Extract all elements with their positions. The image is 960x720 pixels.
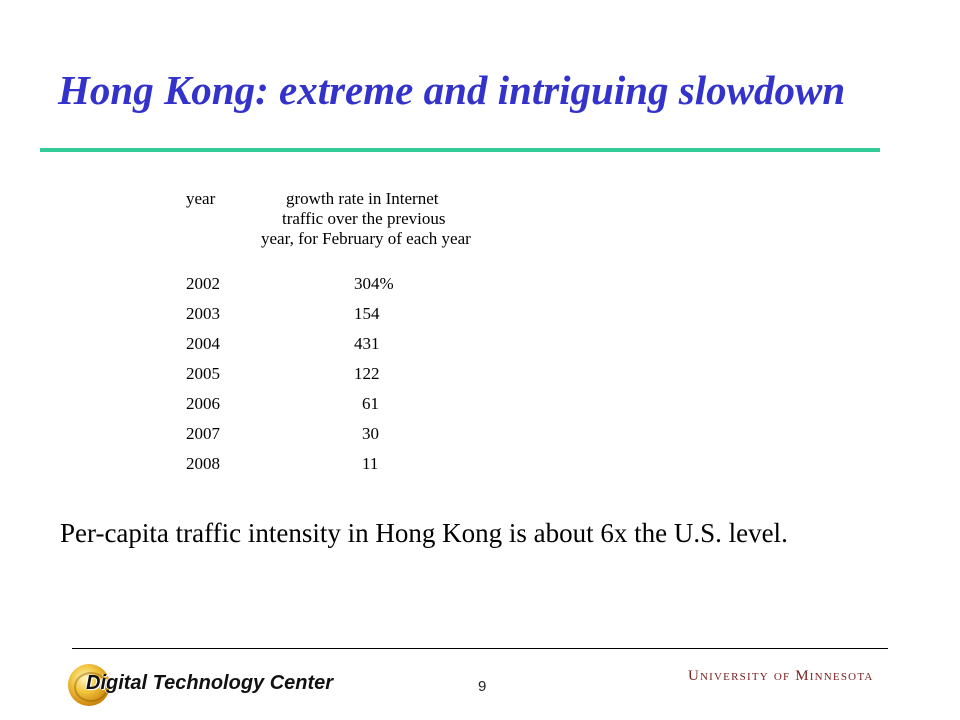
university-logo: University of Minnesota <box>688 668 874 684</box>
footer-divider <box>72 648 888 649</box>
row-year: 2003 <box>186 304 220 323</box>
row-value: 30 <box>362 424 379 443</box>
year-column-header: year <box>186 189 216 208</box>
dtc-logo <box>68 662 334 708</box>
growth-header-line-1: growth rate in Internet <box>286 189 439 208</box>
row-year: 2007 <box>186 424 220 443</box>
row-year: 2008 <box>186 454 220 473</box>
row-value: 431 <box>354 334 380 353</box>
row-year: 2005 <box>186 364 220 383</box>
growth-header-line-3: year, for February of each year <box>261 229 471 248</box>
row-year: 2004 <box>186 334 220 353</box>
row-value: 304% <box>354 274 394 293</box>
row-value: 61 <box>362 394 379 413</box>
row-value: 154 <box>354 304 380 323</box>
title-underline <box>40 148 880 152</box>
row-year: 2006 <box>186 394 220 413</box>
page-number: 9 <box>478 678 487 695</box>
row-year: 2002 <box>186 274 220 293</box>
row-value: 11 <box>362 454 379 473</box>
slide-note: Per-capita traffic intensity in Hong Kong is about 6x the U.S. level. <box>60 518 788 548</box>
row-value: 122 <box>354 364 380 383</box>
dtc-logo-text: Digital Technology Center <box>86 672 334 694</box>
growth-header-line-2: traffic over the previous <box>282 209 446 228</box>
slide-title: Hong Kong: extreme and intriguing slowdown <box>58 67 846 113</box>
